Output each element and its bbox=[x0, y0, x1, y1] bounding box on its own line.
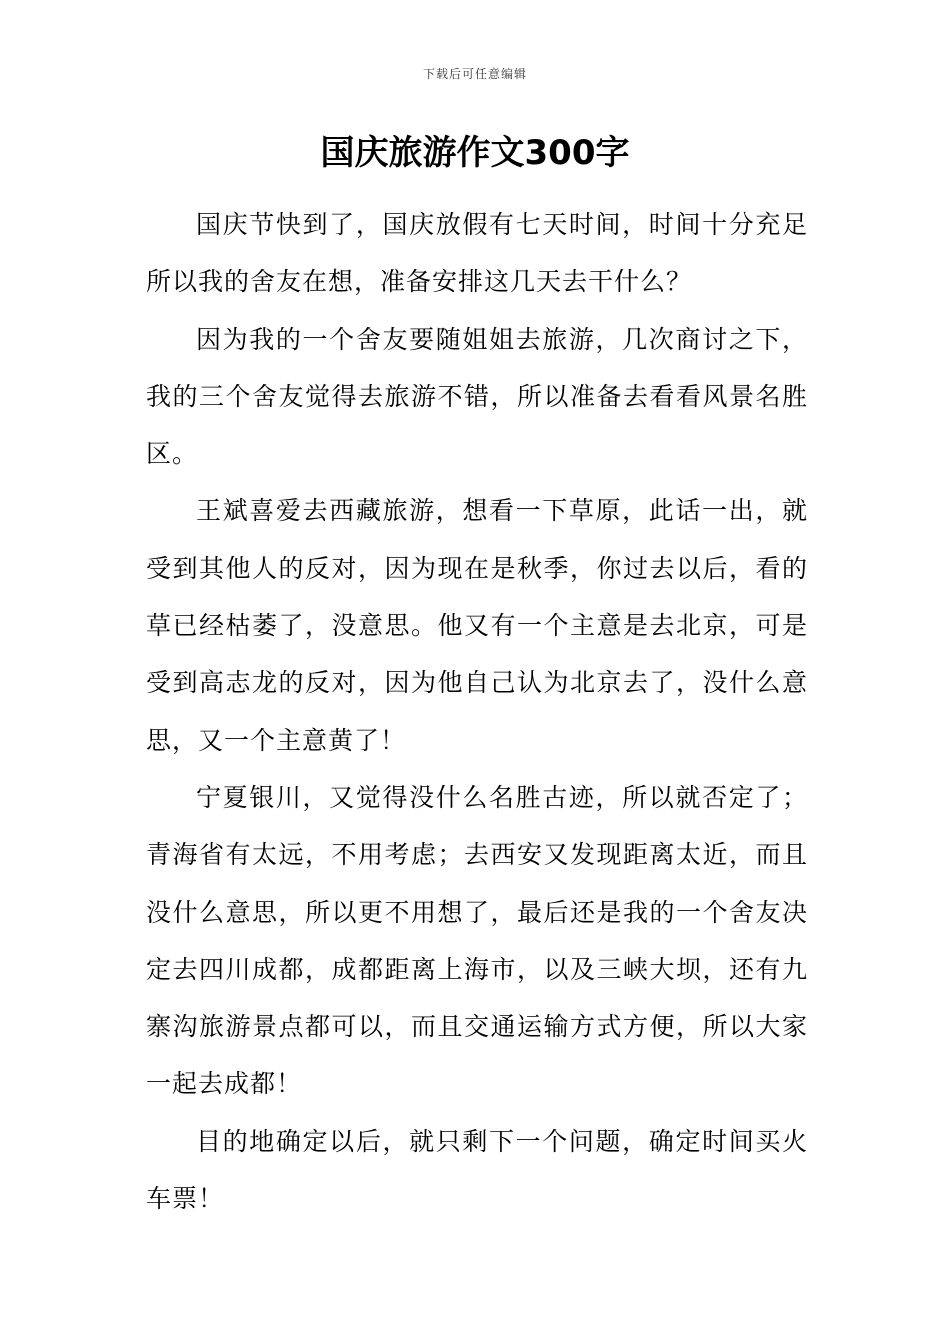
paragraph-2: 因为我的一个舍友要随姐姐去旅游，几次商讨之下，我的三个舍友觉得去旅游不错，所以准备去看看风景名胜区。 bbox=[146, 324, 808, 469]
document-title: 国庆旅游作文300字 bbox=[320, 133, 630, 173]
paragraph-4: 宁夏银川，又觉得没什么名胜古迹，所以就否定了；青海省有太远，不用考虑；去西安又发现距离太近，而且没什么意思，所以更不用想了，最后还是我的一个舍友决定去四川成都，成都距离上海市，以及三峡大坝，还有九寨沟旅游景点都可以，而且交通运输方式方便，所以大家一起去成都！ bbox=[146, 782, 808, 1099]
document-body bbox=[146, 196, 808, 1227]
paragraph-5: 目的地确定以后，就只剩下一个问题，确定时间买火车票！ bbox=[146, 1126, 808, 1214]
paragraph-1: 国庆节快到了，国庆放假有七天时间，时间十分充足所以我的舍友在想，准备安排这几天去干什么？ bbox=[146, 210, 808, 297]
header-note: 下载后可任意编辑 bbox=[422, 67, 527, 81]
paragraph-3: 王斌喜爱去西藏旅游，想看一下草原，此话一出，就受到其他人的反对，因为现在是秋季，你过去以后，看的草已经枯萎了，没意思。他又有一个主意是去北京，可是受到高志龙的反对，因为他自己认为北京去了，没什么意思，又一个主意黄了！ bbox=[146, 496, 808, 755]
